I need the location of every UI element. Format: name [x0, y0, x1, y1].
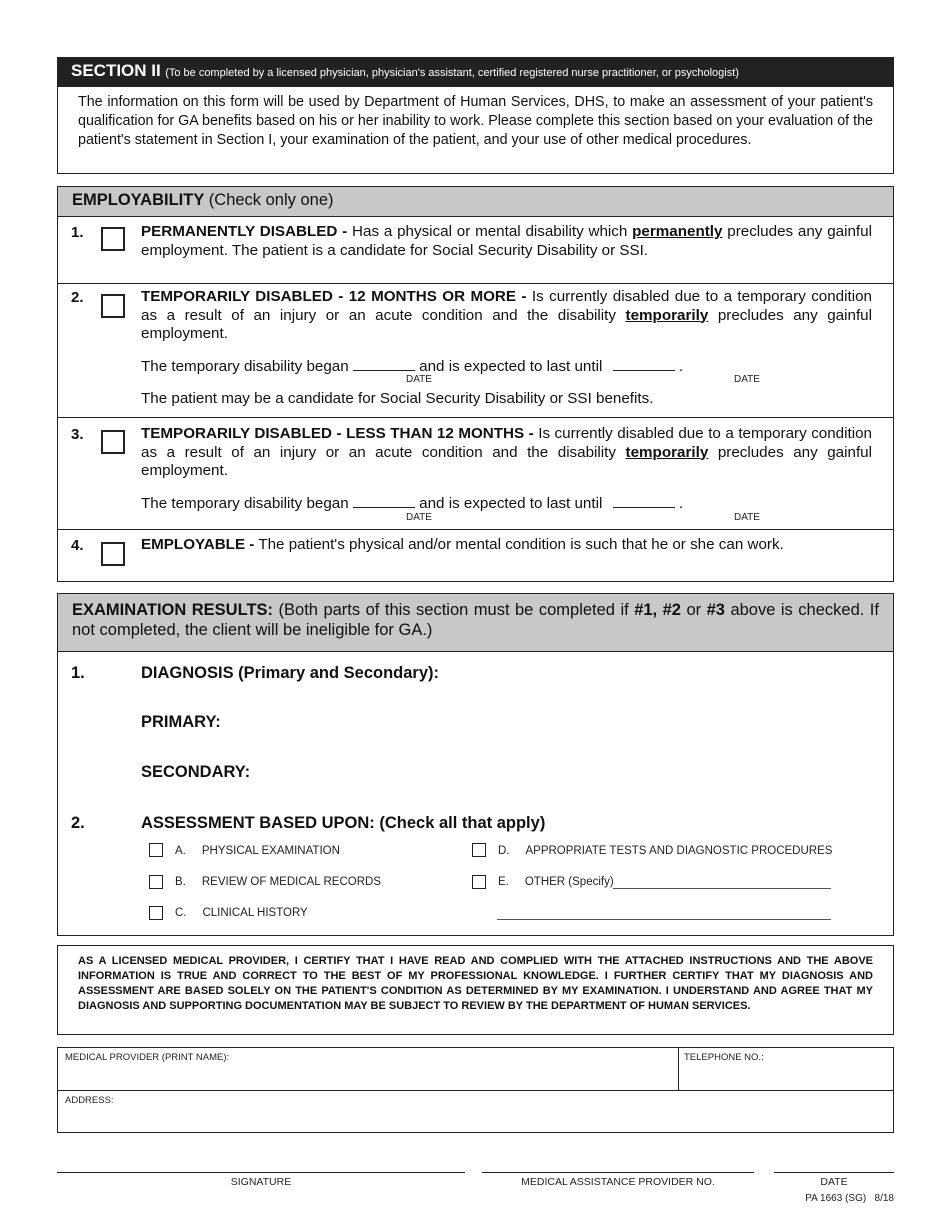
telephone-field[interactable]	[682, 1066, 890, 1088]
item-2-number: 2.	[71, 289, 84, 306]
item-4-text	[141, 536, 872, 555]
item-1-desc: Has a physical or mental disability which	[352, 223, 628, 240]
item-1-emphasis: permanently	[632, 223, 723, 240]
divider	[57, 283, 894, 284]
item-4-title: EMPLOYABLE -	[141, 536, 255, 553]
option-b: B. REVIEW OF MEDICAL RECORDS	[175, 876, 381, 888]
assessment-label: ASSESSMENT BASED UPON: (Check all that apply)	[141, 814, 546, 832]
signature-label: SIGNATURE	[230, 1176, 292, 1188]
date-caption: DATE	[734, 512, 760, 523]
permanently-disabled-checkbox[interactable]	[101, 227, 125, 251]
item-1-number: 1.	[71, 224, 84, 241]
telephone-label: TELEPHONE NO.:	[684, 1052, 764, 1063]
section-2-intro: The information on this form will be used by Department of Human Services, DHS, to make an assessment of your patient's qualification for GA benefits based on his or her inability to work. Please complete this section based on your evaluation of the patient's statement in Section I, your examination of the patient, and your use of other medical procedures.	[57, 86, 894, 174]
divider	[57, 1090, 894, 1091]
address-field[interactable]	[60, 1108, 890, 1130]
item-2-title: TEMPORARILY DISABLED - 12 MONTHS OR MORE -	[141, 288, 527, 305]
date-caption: DATE	[406, 374, 432, 385]
exam-ref-1: #1, #2	[634, 601, 681, 619]
item-3-text	[141, 425, 872, 481]
item-2-desc: Is currently disabled due to a temporary condition as a result of an injury or an acute condition and the disability	[141, 288, 872, 324]
signature-field[interactable]	[57, 1172, 465, 1173]
began-label: The temporary disability began	[141, 495, 349, 512]
date-field[interactable]	[774, 1172, 894, 1173]
last-until-label: and is expected to last until	[419, 358, 603, 375]
item-2-dates: The temporary disability began and is expected to last until .	[141, 358, 684, 375]
exam-or: or	[686, 601, 702, 619]
date-caption: DATE	[734, 374, 760, 385]
item-3-dates: The temporary disability began and is expected to last until .	[141, 495, 684, 512]
other-checkbox[interactable]	[472, 875, 486, 889]
exam-note: (Both parts of this section must be completed if	[278, 601, 629, 619]
began-date-field[interactable]	[353, 507, 415, 508]
certification-statement: AS A LICENSED MEDICAL PROVIDER, I CERTIFY THAT I HAVE READ AND COMPLIED WITH THE ATTACHED INSTRUCTIONS AND THE ABOVE INFORMATION IS TRUE AND CORRECT TO THE BEST OF MY PROFESSIONAL KNOWLEDGE. I FURTHER CERTIFY THAT MY DIAGNOSIS AND ASSESSMENT ARE BASED SOLELY ON THE PATIENT'S CONDITION AS DETERMINED BY MY EXAMINATION. I UNDERSTAND AND AGREE THAT MY DIAGNOSIS AND SUPPORTING DOCUMENTATION MAY BE SUBJECT TO REVIEW BY THE DEPARTMENT OF HUMAN SERVICES.	[57, 945, 894, 1035]
assessment-number: 2.	[71, 814, 85, 832]
exam-title: EXAMINATION RESULTS:	[72, 601, 274, 619]
divider	[57, 417, 894, 418]
item-2-note: The patient may be a candidate for Social Security Disability or SSI benefits.	[141, 390, 654, 407]
option-a: A. PHYSICAL EXAMINATION	[175, 845, 340, 857]
temporarily-disabled-under-12-checkbox[interactable]	[101, 430, 125, 454]
item-4-number: 4.	[71, 537, 84, 554]
item-2-text	[141, 288, 872, 344]
exam-ref-2: #3	[706, 601, 725, 619]
other-specify-field-2[interactable]	[497, 919, 831, 920]
began-date-field[interactable]	[353, 370, 415, 371]
exam-header	[57, 593, 894, 652]
diagnosis-label: DIAGNOSIS (Primary and Secondary):	[141, 664, 439, 682]
option-d: D. APPROPRIATE TESTS AND DIAGNOSTIC PROCEDURES	[498, 845, 833, 857]
section-2-subtitle: (To be completed by a licensed physician, physician's assistant, certified registered nurse practitioner, or psychologist)	[165, 67, 739, 79]
section-2-header	[57, 57, 894, 87]
medical-records-checkbox[interactable]	[149, 875, 163, 889]
item-4-desc: The patient's physical and/or mental condition is such that he or she can work.	[258, 536, 784, 553]
item-3-desc-end: precludes any gainful employment.	[141, 443, 872, 479]
employability-header	[57, 186, 894, 217]
item-1-title: PERMANENTLY DISABLED -	[141, 223, 348, 240]
temporarily-disabled-12-plus-checkbox[interactable]	[101, 294, 125, 318]
last-until-label: and is expected to last until	[419, 495, 603, 512]
physical-exam-checkbox[interactable]	[149, 843, 163, 857]
provider-number-label: MEDICAL ASSISTANCE PROVIDER NO.	[521, 1176, 715, 1188]
employable-checkbox[interactable]	[101, 542, 125, 566]
item-1-text	[141, 223, 872, 260]
last-until-date-field[interactable]	[613, 370, 675, 371]
divider	[57, 529, 894, 530]
primary-label: PRIMARY:	[141, 713, 221, 731]
clinical-history-checkbox[interactable]	[149, 906, 163, 920]
secondary-label: SECONDARY:	[141, 763, 251, 781]
provider-name-label: MEDICAL PROVIDER (PRINT NAME):	[65, 1052, 230, 1063]
item-1-desc-end: precludes any gainful employment. The patient is a candidate for Social Security Disability or SSI.	[141, 223, 872, 259]
section-2-title: SECTION II	[71, 61, 161, 80]
exam-box	[57, 651, 894, 936]
provider-name-field[interactable]	[60, 1066, 674, 1088]
item-2-desc-end: precludes any gainful employment.	[141, 306, 872, 342]
diagnosis-number: 1.	[71, 664, 85, 682]
form-id: PA 1663 (SG) 8/18	[805, 1193, 894, 1204]
employability-title: EMPLOYABILITY	[72, 191, 205, 209]
exam-note-end: above is checked. If not completed, the client will be ineligible for GA.)	[72, 601, 879, 639]
began-label: The temporary disability began	[141, 358, 349, 375]
option-e: E. OTHER (Specify)	[498, 876, 614, 888]
tests-procedures-checkbox[interactable]	[472, 843, 486, 857]
item-2-emphasis: temporarily	[625, 306, 709, 324]
other-specify-field[interactable]	[613, 888, 831, 889]
date-label: DATE	[820, 1176, 848, 1188]
divider	[678, 1047, 679, 1090]
provider-number-field[interactable]	[482, 1172, 754, 1173]
item-3-desc: Is currently disabled due to a temporary condition as a result of an injury or an acute condition and the disability	[141, 425, 872, 461]
last-until-date-field[interactable]	[613, 507, 675, 508]
item-3-number: 3.	[71, 426, 84, 443]
employability-note: (Check only one)	[208, 191, 334, 209]
date-caption: DATE	[406, 512, 432, 523]
item-3-title: TEMPORARILY DISABLED - LESS THAN 12 MONTHS -	[141, 425, 534, 442]
option-c: C. CLINICAL HISTORY	[175, 907, 308, 919]
item-3-emphasis: temporarily	[625, 443, 709, 461]
address-label: ADDRESS:	[65, 1095, 114, 1106]
